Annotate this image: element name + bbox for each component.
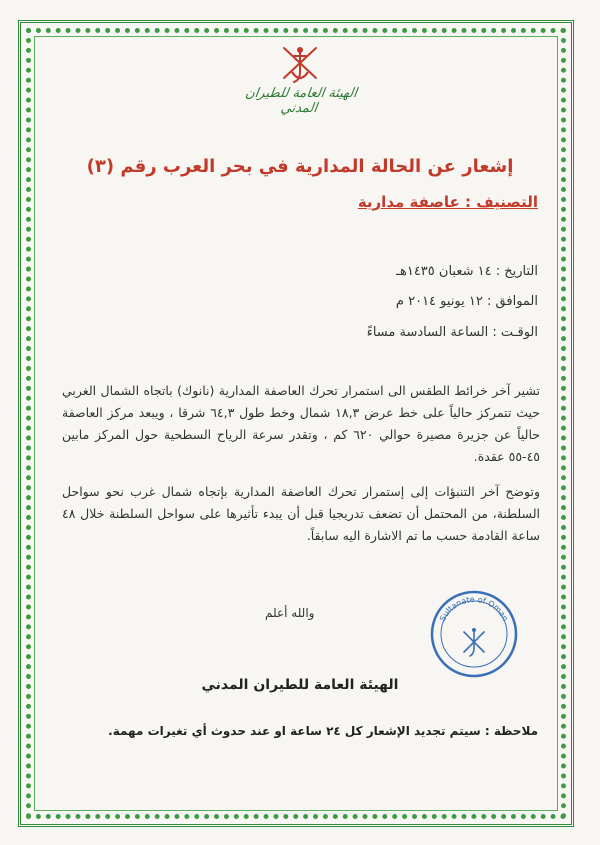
- paragraph-storm-position: تشير آخر خرائط الطقس الى استمرار تحرك العاصفة المدارية (نانوك) باتجاه الشمال الغربي حيث تتمركز حالياً على خط عرض ١٨,٣ شمال وخط طول ٦٤,٣ شرقا ، ويبعد مركز العاصفة حالياً عن جزيرة مصيرة حوالي ٦٢٠ كم ، وتقدر سرعة الرياح السطحية حول المركز مابين ٤٥-٥٥ عقدة.: [62, 383, 541, 464]
- khanjar-emblem-icon: [274, 42, 326, 86]
- signature-org-name: الهيئة العامة للطيران المدني: [201, 677, 399, 693]
- org-logo-text: الهيئة العامة للطيران المدني: [244, 86, 358, 116]
- footer-note: ملاحظة : سيتم تجديد الإشعار كل ٢٤ ساعة او عند حدوث أي تغيرات مهمة.: [108, 724, 538, 738]
- official-round-stamp-icon: [428, 588, 520, 680]
- closing-phrase: والله أعلم: [265, 606, 315, 620]
- date-hijri: التاريخ : ١٤ شعبان ١٤٣٥هـ: [396, 264, 538, 279]
- classification-label: التصنيف : عاصفة مدارية: [357, 193, 538, 211]
- date-gregorian: الموافق : ١٢ يونيو ٢٠١٤ م: [395, 294, 538, 309]
- stamp-text: Sultanate of Oman: [438, 594, 510, 623]
- document-title: إشعار عن الحالة المدارية في بحر العرب رقم (٣): [86, 156, 514, 177]
- time-label: الوقـت : الساعة السادسة مساءً: [366, 325, 538, 340]
- paragraph-forecast: وتوضح آخر التنبؤات إلى إستمرار تحرك العاصفة المدارية بإتجاه شمال غرب نحو سواحل السلطنة، من المحتمل أن تضعف تدريجيا قبل أن يبدء تأثيرها على سواحل السلطنة خلال ٤٨ ساعة القادمة حسب ما تم الاشارة اليه سابقاً.: [62, 484, 540, 543]
